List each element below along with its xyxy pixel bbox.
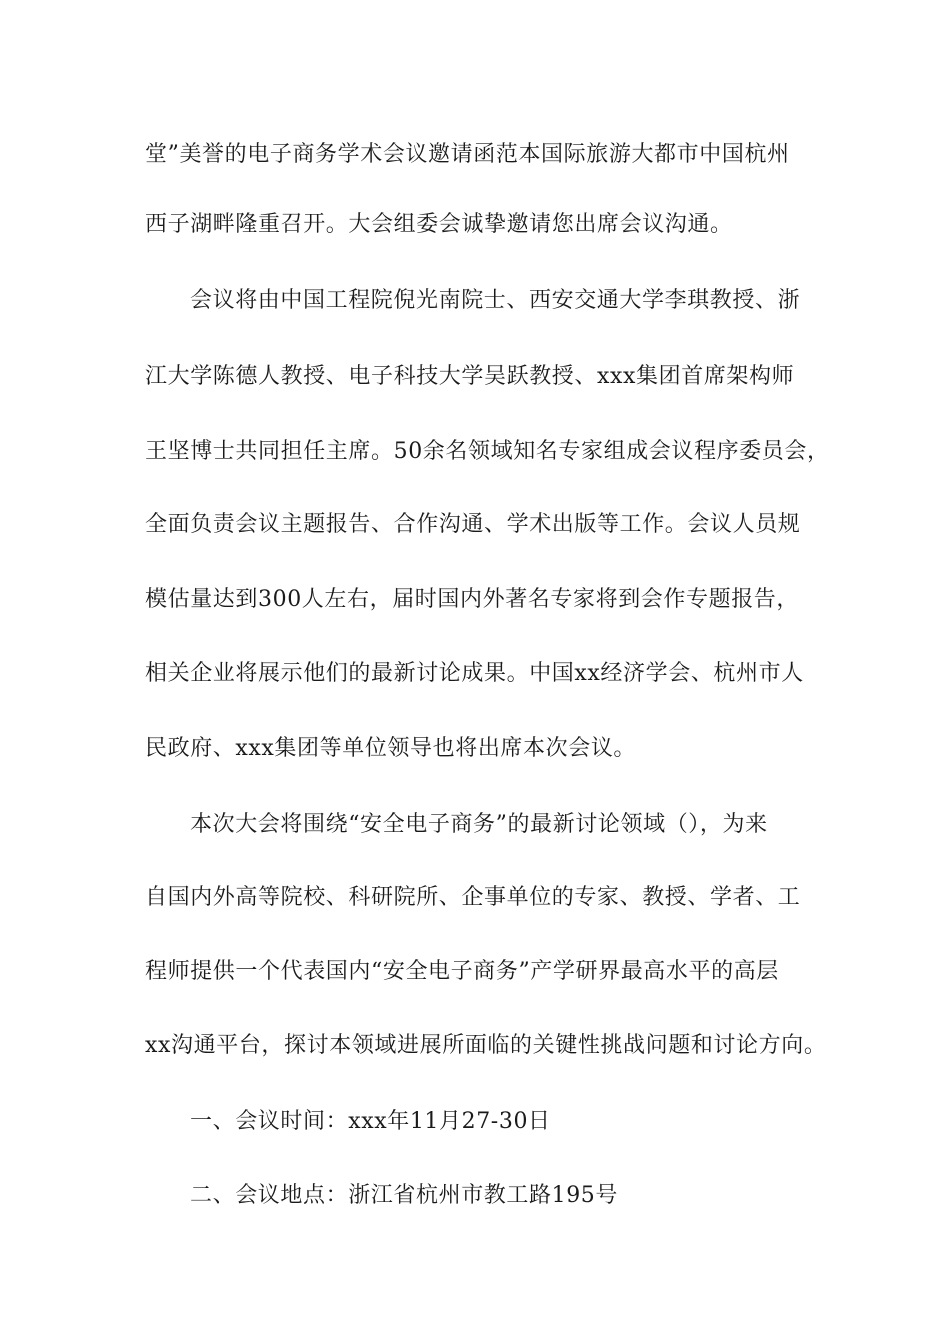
text-line: 程师提供一个代表国内“安全电子商务”产学研界最高水平的高层	[145, 959, 779, 984]
text-line: 模估量达到300人左右，届时国内外著名专家将到会作专题报告，	[145, 587, 799, 612]
text-line: 堂”美誉的电子商务学术会议邀请函范本国际旅游大都市中国杭州	[145, 142, 790, 167]
text-line: 自国内外高等院校、科研院所、企事单位的专家、教授、学者、工	[145, 885, 801, 910]
text-line: 西子湖畔隆重召开。大会组委会诚挚邀请您出席会议沟通。	[145, 212, 733, 237]
meeting-location-line: 二、会议地点：浙江省杭州市教工路195号	[190, 1183, 618, 1208]
text-line: 相关企业将展示他们的最新讨论成果。中国xx经济学会、杭州市人	[145, 661, 804, 686]
text-line: 王坚博士共同担任主席。50余名领域知名专家组成会议程序委员会，	[145, 439, 830, 464]
text-line: 民政府、xxx集团等单位领导也将出席本次会议。	[145, 736, 637, 761]
text-line: 江大学陈德人教授、电子科技大学吴跃教授、xxx集团首席架构师	[145, 364, 795, 389]
meeting-time-line: 一、会议时间：xxx年11月27-30日	[190, 1109, 551, 1134]
text-line: xx沟通平台，探讨本领域进展所面临的关键性挑战问题和讨论方向。	[145, 1033, 827, 1058]
paragraph-start-line: 会议将由中国工程院倪光南院士、西安交通大学李琪教授、浙	[190, 288, 801, 313]
text-line: 全面负责会议主题报告、合作沟通、学术出版等工作。会议人员规	[145, 512, 801, 537]
paragraph-start-line: 本次大会将围绕“安全电子商务”的最新讨论领域（），为来	[190, 812, 768, 837]
